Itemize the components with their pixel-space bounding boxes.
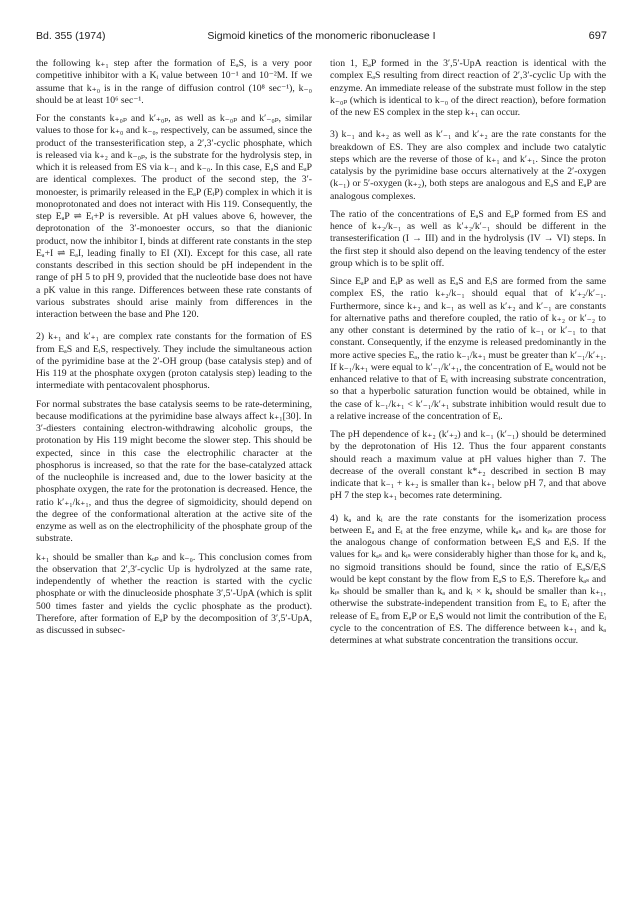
running-header xyxy=(36,30,607,46)
paragraph: tion 1, EₐP formed in the 3′,5′-UpA reaction is identical with the complex EₐS resulting from direct reaction of 2′,3′-cyclic Up with the enzyme. An immediate release of the substrate must follow in the step k₋₀ₚ (which is identical to k₋₀ of the direct reaction), before formation of the new ES complex in the step k₊₁ can occur. xyxy=(330,58,606,118)
journal-volume: Bd. 355 (1974) xyxy=(36,30,106,42)
paragraph: 2) k₊₁ and k′₊₁ are complex rate constants for the formation of ES from EₐS and EᵢS, respectively. They include the simultaneous action of the pyrimidine base at the 2′-OH group (base catalysis step) and of His 119 at the phosphate oxygen (proton catalysis step) leading to the intermediate with pentacovalent phosphorus. xyxy=(36,331,312,392)
paragraph: k₊₁ should be smaller than kₒₚ and k₋₀. This conclusion comes from the observation that 2′,3′-cyclic Up is hydrolyzed at the same rate, independently of whether the reaction is started with the cyclic phosphate or with the dinucleoside phosphate 3′,5′-UpA (which is split 500 times faster and yields the cyclic phosphate as the product). Therefore, after formation of EₐP by the decomposition of 3′,5′-UpA, as discussed in subsec- xyxy=(36,551,312,636)
paragraph: 3) k₋₁ and k₊₂ as well as k′₋₁ and k′₊₂ are the rate constants for the breakdown of ES. They are also complex and include two catalytic steps which are the reverse of those of k₊₁ and k′₊₁. Since the proton catalysis by the pyrimidine base occurs alternatively at the 2′-oxygen (k₋₁) or 5′-oxygen (k₊₂), both steps are analogous and EₐS and EₐP are analogous complexes. xyxy=(330,129,606,202)
paragraph: For normal substrates the base catalysis seems to be rate-determining, because modifications at the pyrimidine base always affect k₊₁[30]. In 3′-diesters containing electron-withdrawing alcoholic groups, the protonation by His 119 might become the slower step. This should be expected, since in this case the electrophilic character at the phosphorus is increased, so that the rate for the base-catalyzed attack of the nucleophile is increased and, due to the lower basicity at the phosphate oxygen, the rate for the protonation is decreased. Hence, the ratio k′₊₁/k₊₁, and thus the degree of sigmoidicity, should depend on the degree of the conformational alteration at the active site of the enzyme as well as on the electrophilicity of the phosphate group of the substrate. xyxy=(36,398,312,545)
paragraph: the following k₊₁ step after the formation of EₐS, is a very poor competitive inhibitor with a Kᵢ value between 10⁻¹ and 10⁻²M. If we assume that k₊₀ is in the range of diffusion control (10⁸ sec⁻¹), k₋₀ should be at least 10⁶ sec⁻¹. xyxy=(36,58,312,106)
running-title: Sigmoid kinetics of the monomeric ribonuclease I xyxy=(207,30,436,42)
right-column xyxy=(330,58,606,653)
left-column xyxy=(36,58,312,643)
paragraph: 4) kₐ and kᵢ are the rate constants for the isomerization process between Eₐ and Eᵢ at the free enzyme, while kₐₛ and kᵢₛ are those for the analogous change of conformation between EₐS and EᵢS. If the values for kₐₛ and kᵢₛ were considerably higher than those for kₐ and kᵢ, no sigmoid transitions should be found, since the ratio of EₐS/EᵢS would be kept constant by the flow from EₐS to EᵢS. Therefore kₐₛ and kᵢₛ should be smaller than kₐ and kᵢ × kₐ should be smaller than k₊₁, otherwise the substrate-independent transition from Eₐ to Eᵢ after the release of Eₐ from EₐP or EₐS would not limit the contribution of the Eᵢ cycle to the concentration of ES. The difference between k₊₁ and kₐ determines at what substrate concentration the transitions occur. xyxy=(330,512,606,646)
paragraph: For the constants k₊₀ₚ and k′₊₀ₚ, as well as k₋₀ₚ and k′₋₀ₚ, similar values to those for k₊₀ and k₋₀, respectively, can be assumed, since the product of the transesterification step, a 2′,3′-cyclic phosphate, which is released via k₊₂ and k₋₀ₚ, is the substrate for the hydrolysis step, in which it is released from ES via k₋₁ and k₋₀. In this case, EₐS and EₐP are identical complexes. The product of the second step, the 3′-monoester, is primarily released in the EₐP (EᵢP) complex in which it is monoprotonated and does not interact with His 119. Consequently, the step EₐP ⇌ Eᵢ+P is reversible. At pH values above 6, however, the deprotonation of the 3′-monoester occurs, so that the dianionic product, now the inhibitor I, binds at different rate constants in the step Eₐ+I ⇌ EₐI, leading finally to EI (XI). Except for this case, all rate constants described in this section should be pH independent in the range of pH 5 to pH 9, provided that the nucleotide base does not have a pK value in this range. Differences between these rate constants of various substrates should arise mainly from differences in the interaction between the base and Phe 120. xyxy=(36,113,312,320)
paragraph: Since EₐP and EᵢP as well as EₐS and EᵢS are formed from the same complex ES, the ratio k₊₂/k₋₁ should equal that of k′₊₂/k′₋₁. Furthermore, since k₊₂ and k₋₁ as well as k′₊₂ and k′₋₁ are constants for alternative paths and therefore coupled, the ratio of k₊₂ or k′₋₂ to any other constant is determined by the ratio of k₋₁ or k′₋₁ to that constant. Consequently, if the enzyme is released predominantly in the more active species Eₐ, the ratio k₋₁/k₊₁ must be greater than k′₋₁/k′₊₁. If k₋₁/k₊₁ were equal to k′₋₁/k′₊₁, the concentration of Eₐ would not be enhanced relative to that of Eᵢ with increasing substrate concentration, so that a hyperbolic saturation function would be obtained, while in the case of k₋₁/k₊₁ < k′₋₁/k′₊₁ substrate inhibition would result due to a relative increase of the concentration of Eᵢ. xyxy=(330,276,606,422)
paragraph: The pH dependence of k₊₂ (k′₊₂) and k₋₁ (k′₋₁) should be determined by the deprotonation of His 12. Thus the four apparent constants should reach a maximum value at pH values higher than 7. The decrease of the overall constant k*₊₂ described in section B may indicate that k₋₁ + k₊₂ is smaller than k₊₁ below pH 7, and that above pH 7 the step k₊₁ becomes rate determining. xyxy=(330,429,606,502)
page-number: 697 xyxy=(588,30,607,42)
paragraph: The ratio of the concentrations of EₐS and EₐP formed from ES and hence of k₊₂/k₋₁ as well as k′₊₂/k′₋₁ should be different in the transesterification (I → III) and in the hydrolysis (IV → VI) steps. In the first step it should also depend on the leaving tendency of the ester group which is to be split off. xyxy=(330,208,606,269)
